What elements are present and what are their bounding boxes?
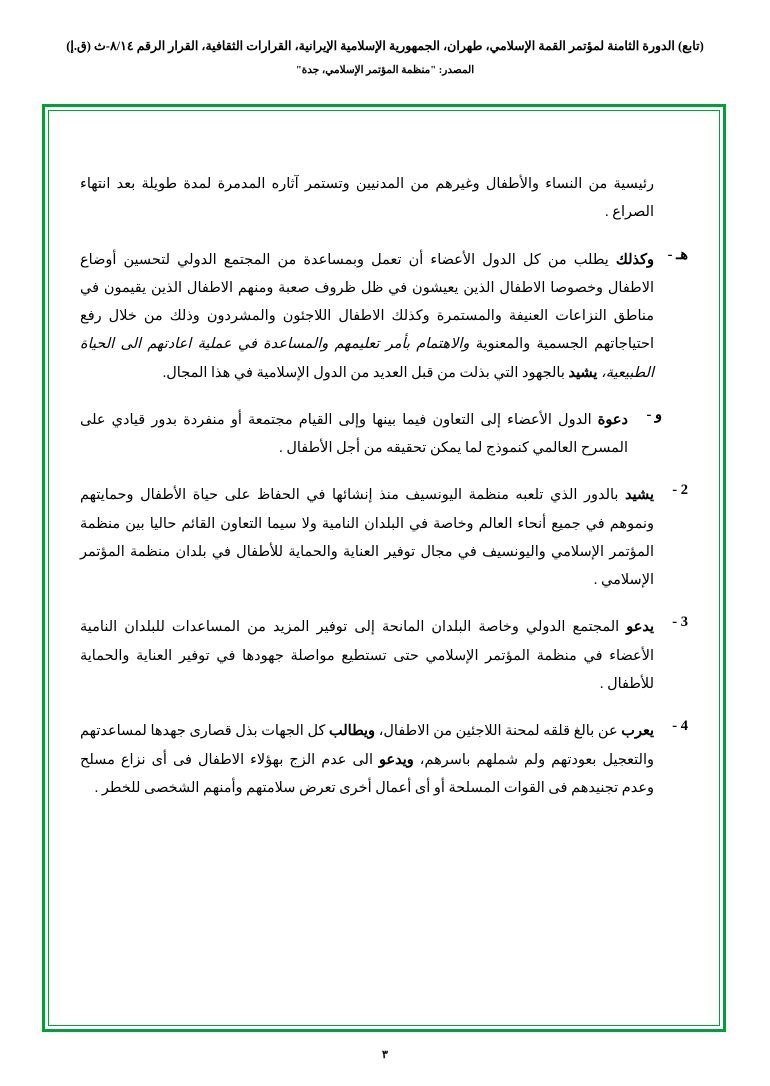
paragraph-italic-run: والاهتمام بأمر تعليمهم والمساعدة في عملية اعادتهم الى الحياة الطبيعية،: [80, 336, 654, 381]
paragraph-marker: 2 -: [672, 482, 688, 499]
paragraph-marker: [654, 170, 688, 227]
paragraph-marker: هـ -: [667, 246, 688, 263]
paragraph-text-run-2: كل الجهات بذل قصارى جهدها لمساعدتهم والتعجيل بعودتهم ولم شملهم باسرهم،: [80, 723, 655, 768]
paragraph-text-run-1: عن بالغ قلقه لمحنة اللاجئين من الاطفال،: [375, 723, 622, 740]
paragraph-text-run-1: يطلب من كل الدول الأعضاء أن تعمل وبمساعدة من المجتمع الدولي لتحسين أوضاع الاطفال وخصوصا الاطفال الذين يعيشون في ظل ظروف صعبة ومنهم الاطفال الذين يقيمون في مناطق النزاعات العنيفة والمستمرة وكذلك الاطفال اللاجئون والمشردون وذلك من خلال رفع احتياجاتهم الجسمية والمعنوية: [80, 251, 654, 353]
paragraph-text-run-1: المجتمع الدولي وخاصة البلدان المانحة إلى توفير المزيد من المساعدات للبلدان النامية الأعضاء في منظمة المؤتمر الإسلامي حتى تستطيع مواصلة جهودها في توفير العناية والحماية للأطفال .: [80, 619, 654, 692]
paragraph-item-2: [80, 481, 688, 594]
page-number: ٣: [382, 1049, 388, 1061]
paragraph-lead-word-2: ويطالب: [329, 723, 376, 740]
header-title-line: (تابع) الدورة الثامنة لمؤتمر القمة الإسلامي، طهران، الجمهورية الإسلامية الإيرانية، القرارات الثقافية، القرار الرقم ٨/١٤-ث (ق.إ): [66, 39, 704, 53]
paragraph-lead-word-2: يشيد: [568, 364, 602, 381]
paragraph-marker: 4 -: [672, 718, 688, 735]
paragraph-marker: 3 -: [672, 614, 688, 631]
paragraph-marker: و -: [646, 406, 662, 423]
paragraph-lead-word: يعرب: [621, 723, 654, 740]
paragraph-lead-word: يشيد: [625, 487, 654, 504]
paragraph-text: [80, 406, 628, 463]
paragraph-text-run-1: الدول الأعضاء إلى التعاون فيما بينها وإلى القيام مجتمعة أو منفردة بدور قيادي على المسرح العالمي كنموذج لما يمكن تحقيقه من أجل الأطفال .: [80, 411, 628, 457]
paragraph-lead-word: دعوة: [597, 411, 628, 428]
paragraph-continuation: [80, 170, 688, 227]
document-body: [80, 170, 688, 821]
paragraph-text: [80, 246, 654, 387]
page-header: [0, 38, 770, 76]
paragraph-text: رئيسية من النساء والأطفال وغيرهم من المدنيين وتستمر آثاره المدمرة لمدة طويلة بعد انتهاء الصراع .: [80, 176, 654, 221]
paragraph-item-4: [80, 717, 688, 802]
paragraph-text-run-2: بالجهود التي بذلت من قبل العديد من الدول الإسلامية في هذا المجال.: [162, 364, 569, 381]
header-source-line: المصدر: "منظمة المؤتمر الإسلامي، جدة": [295, 64, 475, 76]
paragraph-item-3: [80, 613, 688, 698]
paragraph-lead-word: وكذلك: [615, 251, 654, 268]
paragraph-text-run-1: بالدور الذي تلعبه منظمة اليونسيف منذ إنشائها في الحفاظ على حياة الأطفال وحمايتهم ونموهم في جميع أنحاء العالم وخاصة في البلدان النامية ولا سيما التعاون القائم حاليا بين منظمة المؤتمر الإسلامي واليونسيف في مجال توفير العناية والحماية للأطفال في بلدان منظمة المؤتمر الإسلامي .: [80, 487, 654, 589]
paragraph-text: [80, 613, 654, 698]
paragraph-text: [80, 717, 654, 802]
paragraph-lead-word: يدعو: [626, 619, 654, 636]
paragraph-text-run-3: الى عدم الزج بهؤلاء الاطفال فى أى نزاع مسلح وعدم تجنيدهم فى القوات المسلحة أو أى أعمال أخرى تعرض سلامتهم وأمنهم الشخصى للخطر .: [80, 751, 654, 796]
paragraph-lead-word-3: ويدعو: [379, 751, 414, 768]
paragraph-text: [80, 481, 654, 594]
paragraph-item-he: [80, 246, 688, 387]
paragraph-item-waw: [80, 406, 662, 463]
